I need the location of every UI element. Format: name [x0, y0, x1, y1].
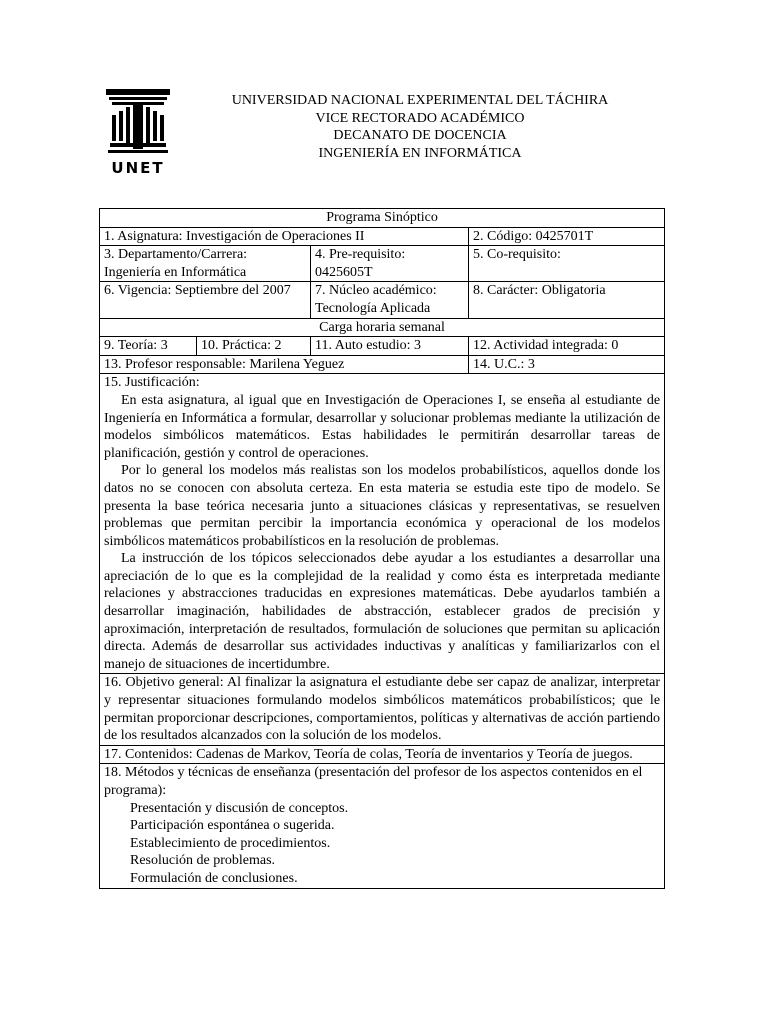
table-title: Programa Sinóptico [100, 209, 665, 228]
decanato: DECANATO DE DOCENCIA [333, 128, 507, 144]
vice-rectorado: VICE RECTORADO ACADÉMICO [315, 110, 525, 126]
list-item: Establecimiento de procedimientos. [130, 835, 331, 851]
list-item: Resolución de problemas. [130, 853, 276, 869]
actividad-integrada-cell: 12. Actividad integrada: 0 [469, 337, 665, 356]
document-header [200, 92, 640, 162]
prerrequisito-cell: 4. Pre-requisito: 0425605T [311, 246, 469, 282]
list-item: Participación espontánea o sugerida. [130, 818, 335, 834]
contenidos-cell: 17. Contenidos: Cadenas de Markov, Teoría de colas, Teoría de inventarios y Teoría de juegos. [100, 745, 665, 764]
vigencia-cell: 6. Vigencia: Septiembre del 2007 [100, 282, 311, 318]
justificacion-paragraph-1: En esta asignatura, al igual que en Investigación de Operaciones I, se enseña al estudiante de Ingeniería en Informática a formular, desarrollar y solucionar problemas mediante la utilización de modelos simbólicos matemáticos. Estas habilidades le permitirán desarrollar tareas de planificación, gestión y control de operaciones. [104, 392, 661, 461]
justificacion-paragraph-3: La instrucción de los tópicos seleccionados debe ayudar a los estudiantes a desarrollar una apreciación de lo que es la complejidad de la realidad y como ésta es interpretada mediante relaciones y abstracciones traducidas en expresiones matemáticas. Debe ayudarlos también a desarrollar imaginación, habilidades de abstracción, establecer grados de precisión y aproximación, interpretación de resultados, formulación de soluciones que permitan su aplicación directa. Además de desarrollar sus actividades inductivas y analíticas y familiarizarlos con el manejo de situaciones de incertidumbre. [104, 551, 661, 672]
caracter-cell: 8. Carácter: Obligatoria [469, 282, 665, 318]
objetivo-general-cell: 16. Objetivo general: Al finalizar la asignatura el estudiante debe ser capaz de analizar, interpretar y representar situaciones formulando modelos simbólicos matemáticos probabilísticos; que le permitan proporcionar descripciones, comportamientos, políticas y alternativas de acción partiendo de los resultados alcanzados con la solución de los modelos. [100, 674, 665, 745]
list-item: Presentación y discusión de conceptos. [130, 800, 349, 816]
university-name: UNIVERSIDAD NACIONAL EXPERIMENTAL DEL TÁCHIRA [231, 93, 609, 108]
practica-cell: 10. Práctica: 2 [197, 337, 311, 356]
logo-text: UNET [111, 159, 165, 175]
justificacion-cell [100, 374, 665, 674]
asignatura-cell: 1. Asignatura: Investigación de Operaciones II [100, 227, 469, 246]
departamento-cell: 3. Departamento/Carrera: Ingeniería en Informática [100, 246, 311, 282]
synoptic-program-table [99, 208, 665, 889]
auto-estudio-cell: 11. Auto estudio: 3 [311, 337, 469, 356]
metodos-title: 18. Métodos y técnicas de enseñanza (presentación del profesor de los aspectos contenidos en el programa): [104, 765, 643, 798]
nucleo-cell: 7. Núcleo académico: Tecnología Aplicada [311, 282, 469, 318]
carrera: INGENIERÍA EN INFORMÁTICA [318, 145, 522, 161]
justificacion-title: 15. Justificación: [104, 375, 200, 391]
profesor-cell: 13. Profesor responsable: Marilena Yeguez [100, 355, 469, 374]
codigo-cell: 2. Código: 0425701T [469, 227, 665, 246]
justificacion-paragraph-2: Por lo general los modelos más realistas son los modelos probabilísticos, aquellos donde los datos no se conocen con absoluta certeza. En esta materia se estudia este tipo de modelo. Se presenta la base teórica necesaria junto a situaciones clásicas y representativas, se resuelven problemas que permitan percibir la importancia económica y operacional de los modelos simbólicos matemáticos probabilísticos en la resolución de problemas. [104, 463, 661, 549]
list-item: Formulación de conclusiones. [130, 870, 298, 886]
corequisito-cell: 5. Co-requisito: [469, 246, 665, 282]
uc-cell: 14. U.C.: 3 [469, 355, 665, 374]
unet-logo [106, 89, 170, 175]
metodos-list [104, 800, 660, 888]
metodos-cell [100, 764, 665, 888]
carga-horaria-title: Carga horaria semanal [100, 318, 665, 337]
teoria-cell: 9. Teoría: 3 [100, 337, 197, 356]
